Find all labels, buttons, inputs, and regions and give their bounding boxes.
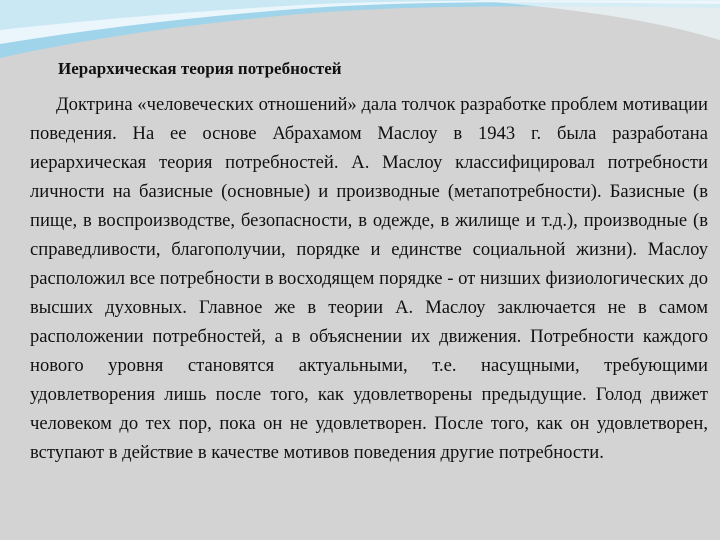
slide-body-text: Доктрина «человеческих отношений» дала толчок разработке проблем мотивации поведения. На ее основе Абрахамом Маслоу в 1943 г. была разработана иерархическая теория потребностей. А. Маслоу классифицировал потребности личности на базисные (основные) и производные (метапотребности). Базисные (в пище, в воспроизводстве, безопасности, в одежде, в жилище и т.д.), производные (в справедливости, благополучии, порядке и единстве социальной жизни). Маслоу расположил все потребности в восходящем порядке - от низших физиологических до высших духовных. Главное же в теории А. Маслоу заключается не в самом расположении потребностей, а в объяснении их движения. Потребности каждого нового уровня становятся актуальными, т.е. насущными, требующими удовлетворения лишь после того, как удовлетворены предыдущие. Голод движет человеком до тех пор, пока он не удовлетворен. После того, как он удовлетворен, вступают в действие в качестве мотивов поведения другие потребности.	[30, 94, 708, 463]
slide-title: Иерархическая теория потребностей	[58, 59, 342, 78]
